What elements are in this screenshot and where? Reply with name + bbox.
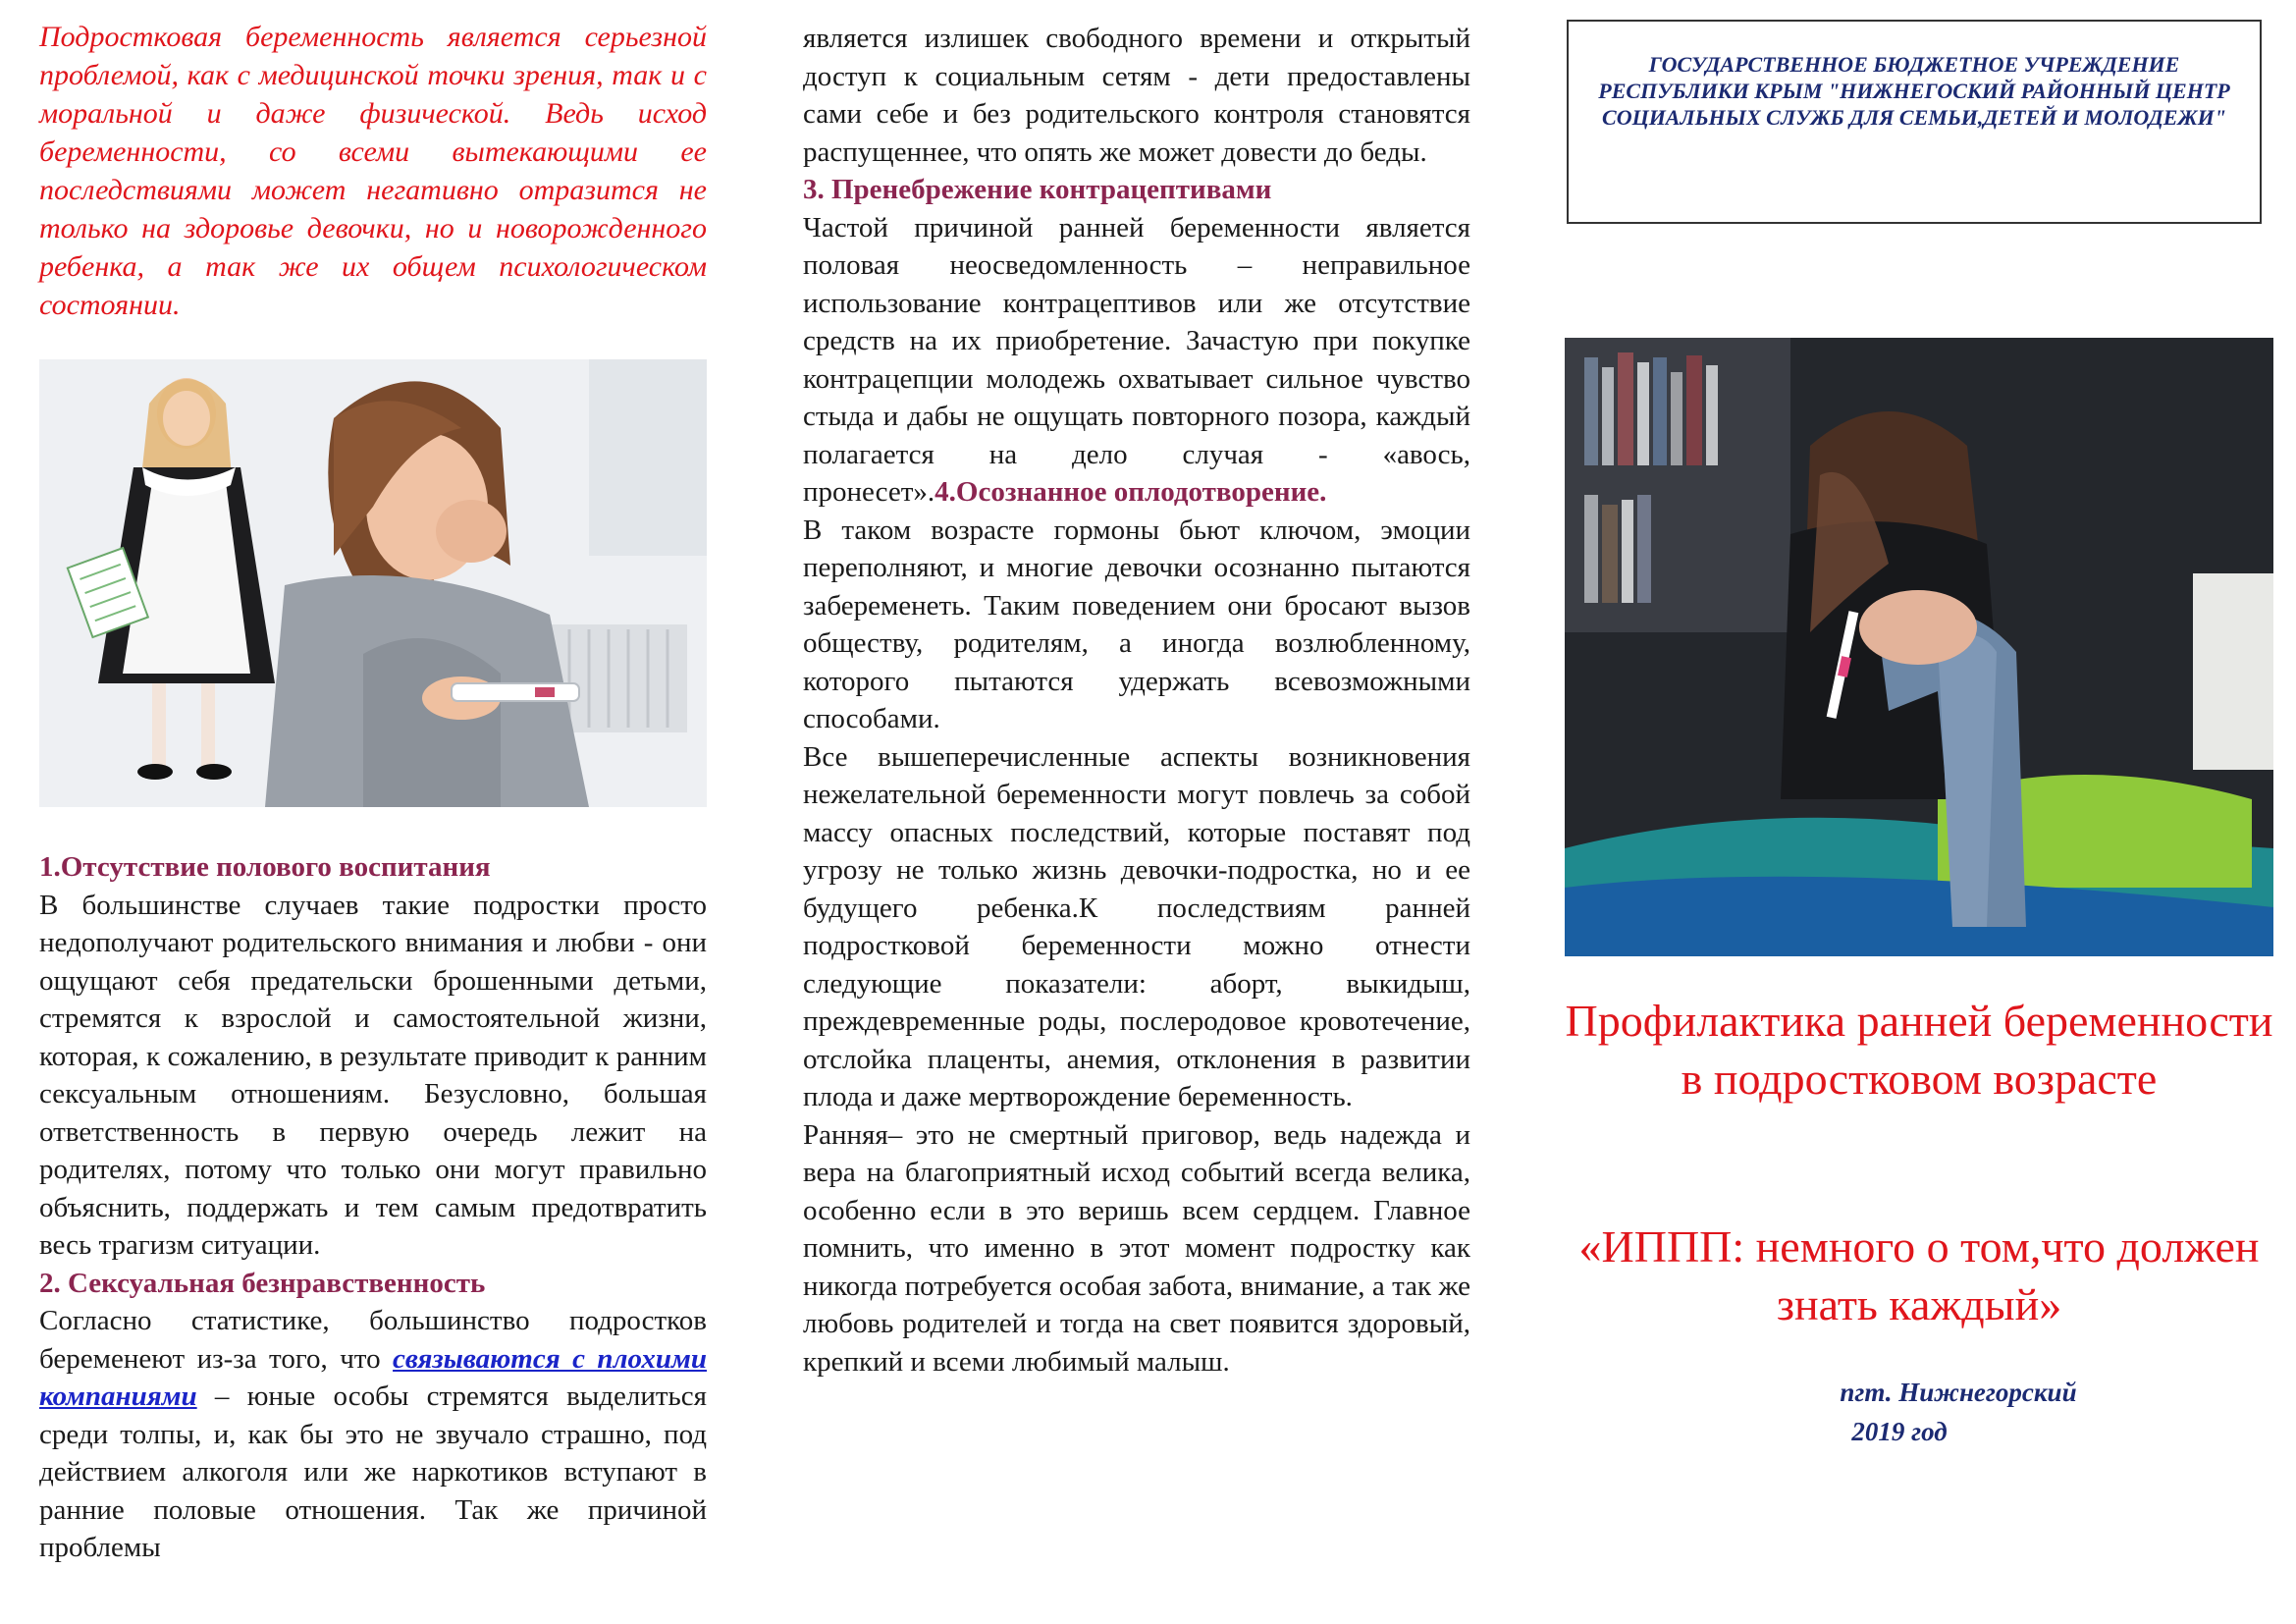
closing-text: Ранняя– это не смертный приговор, ведь надежда и вера на благоприятный исход событий всегда велика, особенно если в это веришь всем сердцем. Главное помнить, что именно в этот момент подростку как никогда потребуется особая забота, внимание, а так же любовь родителей и тогда на свет появится здоровый, крепкий и всеми любимый малыш.: [803, 1118, 1470, 1378]
place-name: пгт. Нижнегорский: [1840, 1378, 2077, 1407]
continuation-text: является излишек свободного времени и открытый доступ к социальным сетям - дети предоставлены сами себе и без родительского контроля становятся распущеннее, что опять же может довести до беды.: [803, 23, 1470, 168]
section-1-text: В большинстве случаев такие подростки просто недополучают родительского внимания и любви - они ощущают себя предательски брошенными детьми, стремятся к взрослой и самостоятельной жизни, которая, к сожалению, в результате приводит к ранним сексуальным отношениям. Безусловно, большая ответственность в первую очередь лежит на родителях, потому что только они могут правильно объяснить, поддержать и тем самым предотвратить весь трагизм ситуации.: [39, 889, 707, 1261]
summary-text: Все вышеперечисленные аспекты возникновения нежелательной беременности могут повлечь за собой массу опасных последствий, которые поставят под угрозу не только жизнь девочки-подростка, но и ее будущего ребенка.К последствиям ранней подростковой беременности можно отнести следующие показатели: аборт, выкидыш, преждевременные роды, послеродовое кровотечение, отслойка плаценты, анемия, отклонения в развитии плода и даже мертворождение беременность.: [803, 740, 1470, 1112]
section-2-title: 2. Сексуальная безнравственность: [39, 1267, 486, 1299]
section-3-text: Частой причиной ранней беременности является половая неосведомленность – неправильное использование контрацептивов или же отсутствие средств на их приобретение. Зачастую при покупке контрацепции молодежь охватывает сильное чувство стыда и дабы не ощущать повторного позора, каждый полагается на дело случая - «авось, пронесет».: [803, 211, 1470, 508]
photo-sad-teen: [1565, 338, 2273, 956]
photo-schoolgirl-pregnancy-test: [39, 359, 707, 807]
middle-paragraph: [803, 20, 1470, 1380]
intro-text: Подростковая беременность является серьезной проблемой, как с медицинской точки зрения, так и с моральной и даже физической. Ведь исход беременности, со всеми вытекающими ее последствиями может негативно отразится не только на здоровье девочки, но и новорожденного ребенка, а так же их общем психологическом состоянии.: [39, 21, 707, 321]
section-3-title: 3. Пренебрежение контрацептивами: [803, 174, 1272, 205]
section-1-paragraph: [39, 848, 707, 1567]
cover-illustration: [1565, 338, 2273, 956]
brochure-title: Профилактика ранней беременности в подростковом возрасте: [1565, 996, 2273, 1104]
section-2-text-a: Согласно статистике, большинство подростков беременеют из-за того, что: [39, 1305, 707, 1375]
section-1-title: 1.Отсутствие полового воспитания: [39, 851, 491, 883]
section-4-title: 4.Осознанное оплодотворение.: [934, 476, 1327, 508]
organization-box: [1567, 20, 2262, 224]
bad-company-link[interactable]: связываются с плохими компаниями: [39, 1342, 707, 1412]
organization-name: ГОСУДАРСТВЕННОЕ БЮДЖЕТНОЕ УЧРЕЖДЕНИЕ РЕСПУБЛИКИ КРЫМ "НИЖНЕГОСКИЙ РАЙОННЫЙ ЦЕНТР СОЦИАЛЬНЫХ СЛУЖБ ДЛЯ СЕМЬИ,ДЕТЕЙ И МОЛОДЕЖИ": [1598, 52, 2230, 130]
middle-text-block: [803, 20, 1470, 1380]
photo-illustration: [39, 359, 707, 807]
section-4-text: В таком возрасте гормоны бьют ключом, эмоции переполняют, и многие девочки осознанно пытаются забеременеть. Таким поведением они бросают вызов обществу, родителям, а иногда возлюбленному, которого пытаются удержать всевозможными способами.: [803, 514, 1470, 734]
place-and-year: [1565, 1373, 2273, 1451]
year-label: 2019 год: [1851, 1417, 1948, 1446]
brochure-subtitle: «ИППП: немного о том,что должен знать каждый»: [1578, 1221, 2260, 1329]
section-1: [39, 848, 707, 1567]
section-2-text-b: – юные особы стремятся выделиться среди толпы, и, как бы это не звучало страшно, под действием алкоголя или же наркотиков вступают в ранние половые отношения. Так же причиной проблемы: [39, 1380, 707, 1563]
